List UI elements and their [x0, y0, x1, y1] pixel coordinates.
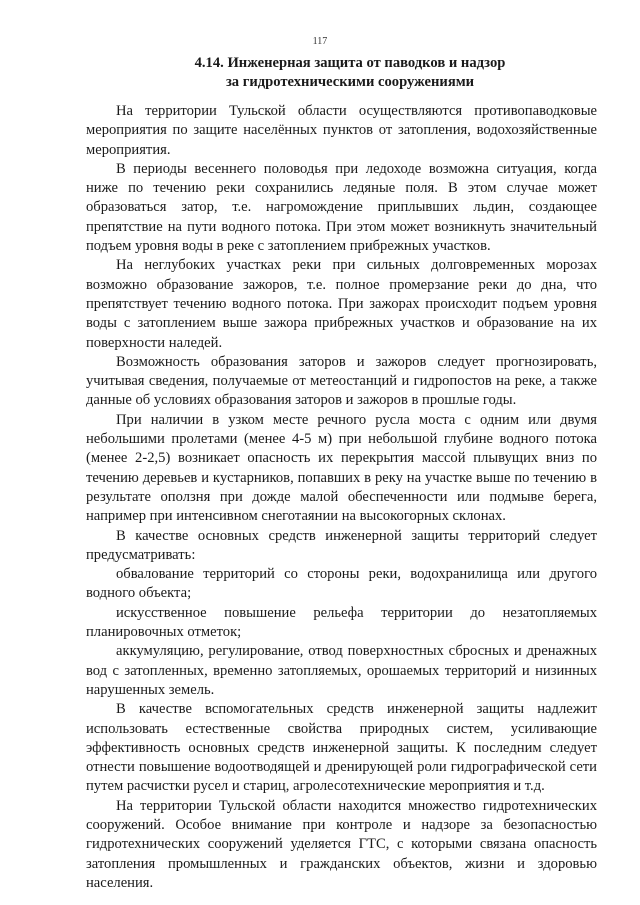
paragraph: На территории Тульской области находится множество гидротехнических сооружений. Особое внимание при контроле и надзоре за безопасностью гидротехнических сооружений уделяется ГТС, с которыми связана опасность затопления промышленных и гражданских объектов, жизни и здоровью населения.: [86, 797, 597, 891]
list-item: обвалование территорий со стороны реки, водохранилища или другого водного объекта;: [86, 566, 597, 602]
list-item: аккумуляцию, регулирование, отвод поверхностных сбросных и дренажных вод с затопленных, временно затопляемых, орошаемых территорий и низинных нарушенных земель.: [86, 643, 597, 698]
paragraph: При наличии в узком месте речного русла моста с одним или двумя небольшими пролетами (менее 4-5 м) при небольшой глубине водного потока (менее 2-2,5) возникает опасность их перекрытия массой плывущих вниз по течению деревьев и кустарников, попавших в реку на участке выше по течению в результате оползня при дожде малой обеспеченности или подмыве берега, например при интенсивном снеготаянии на высокогорных склонах.: [86, 411, 597, 525]
section-title-line-2: за гидротехническими сооружениями: [225, 74, 475, 90]
body-text: [86, 102, 597, 893]
page-number: 117: [312, 36, 328, 47]
list-item: искусственное повышение рельефа территории до незатопляемых планировочных отметок;: [86, 604, 597, 641]
section-title-line-1: 4.14. Инженерная защита от паводков и надзор: [194, 55, 506, 71]
paragraph: В качестве вспомогательных средств инженерной защиты надлежит использовать естественные свойства природных систем, усиливающие эффективность основных средств инженерной защиты. К последним следует отнести повышение водоотводящей и дренирующей роли гидрографической сети путем расчистки русел и стариц, агролесотехнические мероприятия и т.д.: [86, 701, 597, 795]
paragraph: В периоды весеннего половодья при ледоходе возможна ситуация, когда ниже по течению реки сохранились ледяные поля. В этом случае может образоваться затор, т.е. нагромождение приплывших льдин, создающее препятствие на пути водного потока. При этом может возникнуть значительный подъем уровня воды в реке с затоплением прибрежных участков.: [86, 160, 597, 255]
section-title: [100, 54, 600, 92]
paragraph: На территории Тульской области осуществляются противопаводковые мероприятия по защите населённых пунктов от затопления, водохозяйственные мероприятия.: [86, 103, 597, 158]
paragraph: Возможность образования заторов и зажоров следует прогнозировать, учитывая сведения, получаемые от метеостанций и гидропостов на реке, а также данные об условиях образования заторов и зажоров в прошлые годы.: [86, 353, 597, 409]
paragraph: В качестве основных средств инженерной защиты территорий следует предусматривать:: [86, 527, 597, 563]
paragraph: На неглубоких участках реки при сильных долговременных морозах возможно образование зажоров, т.е. полное промерзание реки до дна, что препятствует течению водного потока. При зажорах происходит подъем уровня воды с затоплением выше зажора прибрежных участков и образование на их поверхности наледей.: [86, 257, 597, 351]
